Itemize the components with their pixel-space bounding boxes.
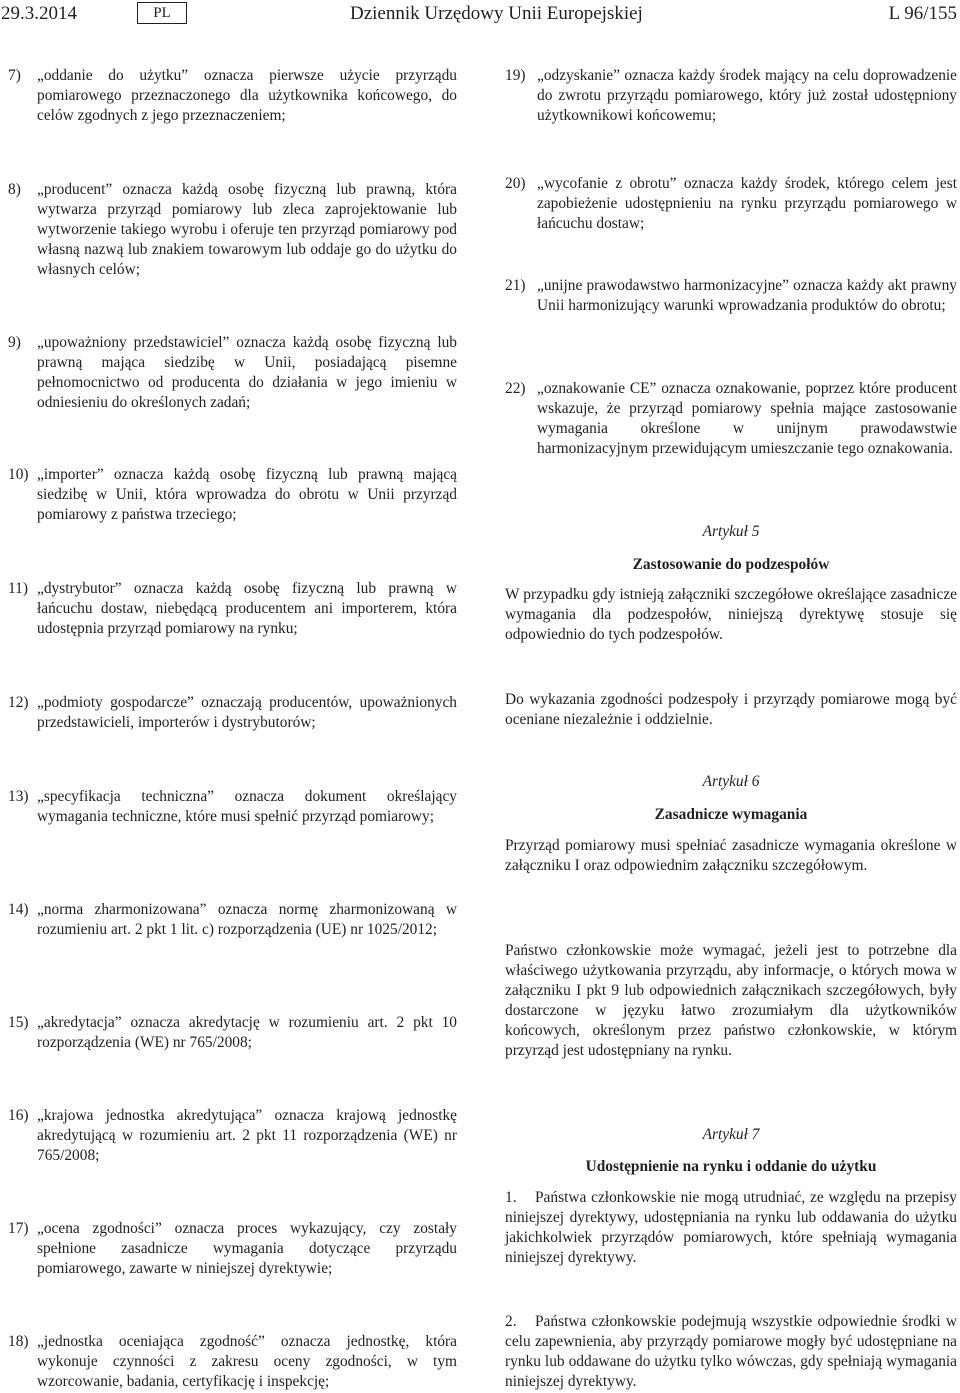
item-number: 17) (8, 1220, 29, 1237)
item-number: 15) (8, 1014, 29, 1031)
definition-item (8, 787, 457, 827)
publication-date: 29.3.2014 (1, 3, 77, 24)
definition-item (505, 66, 957, 126)
item-text: „oznakowanie CE” oznacza oznakowanie, poprzez które producent wskazuje, że przyrząd pomiarowy spełnia mające zastosowanie wymagania określone w unijnym prawodawstwie harmonizacyjnym przewidującym umieszczanie tego oznakowania. (537, 380, 957, 457)
paragraph-number: 1. (505, 1189, 517, 1206)
definition-item (8, 465, 457, 525)
definition-item (8, 180, 457, 280)
definition-item (505, 379, 957, 459)
article-7-heading: Udostępnienie na rynku i oddanie do użytku (585, 1158, 877, 1175)
article-5-paragraph: W przypadku gdy istnieją załączniki szczegółowe określające zasadnicze wymagania dla podzespołów, niniejszą dyrektywę stosuje się odpowiednio do tych podzespołów. (505, 586, 957, 643)
definition-item (505, 174, 957, 234)
paragraph-text: Państwa członkowskie nie mogą utrudniać, ze względu na przepisy niniejszej dyrektywy, udostępniania na rynku lub oddawania do użytku jakichkolwiek przyrządów pomiarowych, które spełniają wymagania niniejszej dyrektywy. (505, 1189, 957, 1266)
item-text: „akredytacja” oznacza akredytację w rozumieniu art. 2 pkt 10 rozporządzenia (WE) nr 765/2008; (37, 1014, 457, 1051)
item-number: 8) (8, 181, 21, 198)
journal-title: Dziennik Urzędowy Unii Europejskiej (350, 3, 643, 24)
article-6-heading: Zasadnicze wymagania (654, 806, 808, 823)
definition-item (8, 333, 457, 413)
item-text: „producent” oznacza każdą osobę fizyczną lub prawną, która wytwarza przyrząd pomiarowy lub zleca zaprojektowanie lub wytworzenie takiego wyrobu i oferuje ten przyrząd pomiarowy pod własną nazwą lub znakiem towarowym lub oddaje go do użytku do własnych celów; (37, 181, 457, 278)
article-6-paragraph: Państwo członkowskie może wymagać, jeżeli jest to potrzebne dla właściwego użytkowania przyrządu, aby informacje, o których mowa w załączniku I pkt 9 lub odpowiednich załącznikach szczegółowych, były dostarczone w języku łatwo zrozumiałym dla użytkowników końcowych, określonym przez państwo członkowskie, w którym przyrząd jest udostępniany na rynku. (505, 942, 957, 1059)
article-6-paragraph: Przyrząd pomiarowy musi spełniać zasadnicze wymagania określone w załączniku I oraz odpowiednim załączniku szczegółowym. (505, 837, 957, 874)
paragraph-text: Państwa członkowskie podejmują wszystkie odpowiednie środki w celu zapewnienia, aby przyrządy pomiarowe mogły być udostępniane na rynku lub oddawane do użytku tylko wówczas, gdy spełniają wymagania niniejszej dyrektywy. (505, 1313, 957, 1390)
item-text: „krajowa jednostka akredytująca” oznacza krajową jednostkę akredytującą w rozumieniu art. 2 pkt 11 rozporządzenia (WE) nr 765/2008; (37, 1107, 457, 1164)
definition-item (8, 900, 457, 940)
item-number: 20) (505, 175, 526, 192)
item-number: 12) (8, 694, 29, 711)
item-text: „ocena zgodności” oznacza proces wykazujący, czy zostały spełnione zasadnicze wymagania dotyczące przyrządu pomiarowego, zawarte w niniejszej dyrektywie; (37, 1220, 457, 1277)
item-text: „unijne prawodawstwo harmonizacyjne” oznacza każdy akt prawny Unii harmonizujący warunki wprowadzania produktów do obrotu; (537, 277, 957, 314)
definition-item (8, 579, 457, 639)
definition-item (8, 693, 457, 733)
item-text: „jednostka oceniająca zgodność” oznacza jednostkę, która wykonuje czynności z zakresu oceny zgodności, w tym wzorcowanie, badania, certyfikację i inspekcję; (37, 1333, 457, 1390)
definition-item (8, 1106, 457, 1166)
article-7-paragraph (505, 1188, 957, 1268)
definition-item (8, 1219, 457, 1279)
definition-item (8, 1332, 457, 1392)
language-badge: PL (137, 2, 187, 24)
item-number: 11) (8, 580, 28, 597)
paragraph-number: 2. (505, 1313, 517, 1330)
item-number: 10) (8, 466, 29, 483)
item-number: 16) (8, 1107, 29, 1124)
definition-item (8, 1013, 457, 1053)
item-number: 14) (8, 901, 29, 918)
article-5-paragraph: Do wykazania zgodności podzespoły i przyrządy pomiarowe mogą być oceniane niezależnie i oddzielnie. (505, 691, 957, 728)
page-reference: L 96/155 (888, 3, 957, 24)
article-5-heading: Zastosowanie do podzespołów (632, 556, 830, 573)
item-text: „oddanie do użytku” oznacza pierwsze użycie przyrządu pomiarowego przeznaczonego dla użytkownika końcowego, do celów zgodnych z jego przeznaczeniem; (37, 67, 457, 124)
item-text: „dystrybutor” oznacza każdą osobę fizyczną lub prawną w łańcuchu dostaw, niebędącą producentem ani importerem, która udostępnia przyrząd pomiarowy na rynku; (37, 580, 457, 637)
item-number: 18) (8, 1333, 29, 1350)
item-number: 13) (8, 788, 29, 805)
item-text: „podmioty gospodarcze” oznaczają producentów, upoważnionych przedstawicieli, importerów i dystrybutorów; (37, 694, 457, 731)
definition-item (8, 66, 457, 126)
article-7-paragraph (505, 1312, 957, 1392)
item-text: „upoważniony przedstawiciel” oznacza każdą osobę fizyczną lub prawną mająca siedzibę w Unii, posiadającą pisemne pełnomocnictwo od producenta do działania w jego imieniu w odniesieniu do określonych zadań; (37, 334, 457, 411)
article-7-label: Artykuł 7 (702, 1126, 760, 1143)
article-6-label: Artykuł 6 (702, 773, 760, 790)
item-text: „wycofanie z obrotu” oznacza każdy środek, którego celem jest zapobieżenie udostępnieniu na rynku przyrządu pomiarowego w łańcuchu dostaw; (537, 175, 957, 232)
item-number: 19) (505, 67, 526, 84)
item-text: „importer” oznacza każdą osobę fizyczną lub prawną mającą siedzibę w Unii, która wprowadza do obrotu w Unii przyrząd pomiarowy z państwa trzeciego; (37, 466, 457, 523)
item-number: 22) (505, 380, 526, 397)
item-text: „specyfikacja techniczna” oznacza dokument określający wymagania techniczne, które musi spełnić przyrząd pomiarowy; (37, 788, 457, 825)
item-number: 9) (8, 334, 21, 351)
item-number: 21) (505, 277, 526, 294)
definition-item (505, 276, 957, 316)
page-header (0, 2, 960, 26)
item-number: 7) (8, 67, 21, 84)
item-text: „odzyskanie” oznacza każdy środek mający na celu doprowadzenie do zwrotu przyrządu pomiarowego, który już został udostępniony użytkownikowi końcowemu; (537, 67, 957, 124)
item-text: „norma zharmonizowana” oznacza normę zharmonizowaną w rozumieniu art. 2 pkt 1 lit. c) rozporządzenia (UE) nr 1025/2012; (37, 901, 457, 938)
article-5-label: Artykuł 5 (702, 523, 760, 540)
